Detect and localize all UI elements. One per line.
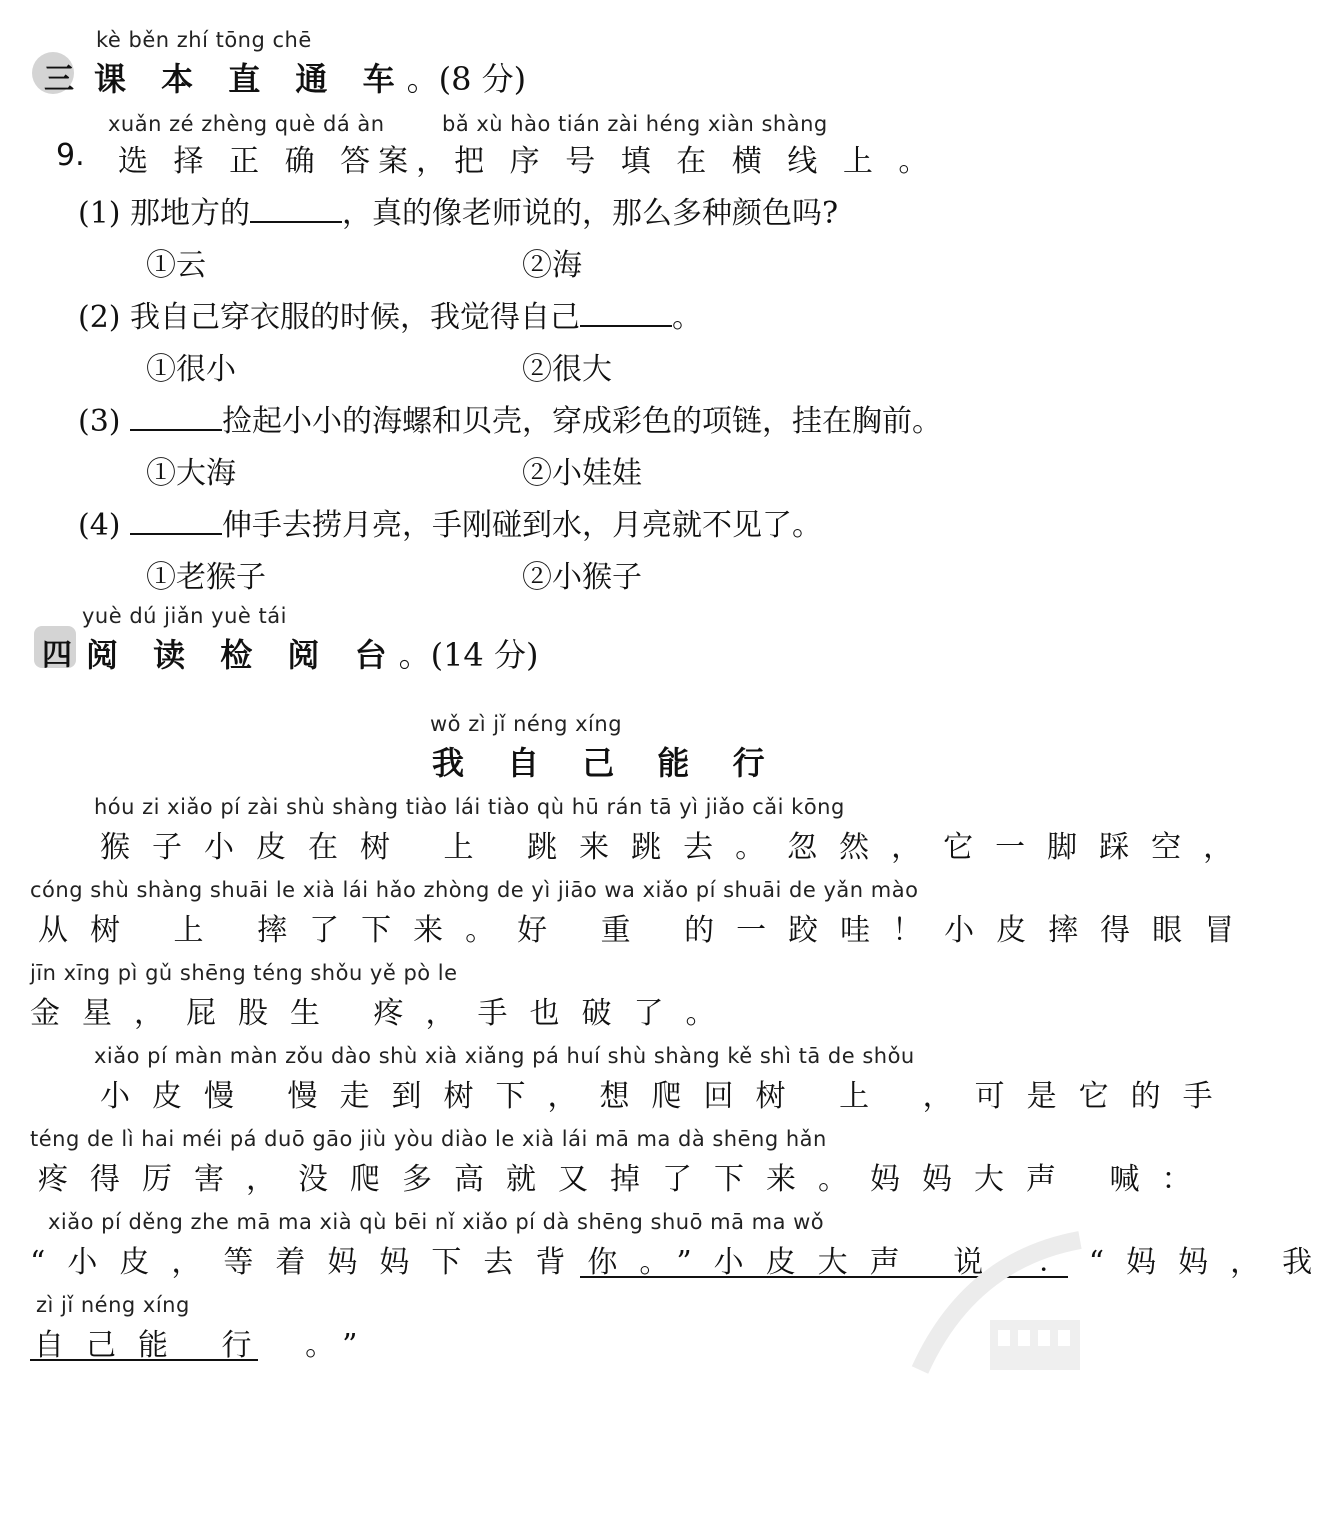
q9-item-1-blank[interactable]: [250, 193, 342, 223]
story-line-2: 从树 上 摔了下来。好 重 的一跤哇！小皮摔得眼冒: [38, 913, 1257, 948]
story-line-5-pinyin: téng de lì hai méi pá duō gāo jiù yòu diào le xià lái mā ma dà shēng hǎn: [30, 1127, 827, 1151]
q9-item-4-option-1[interactable]: ①老猴子: [146, 560, 266, 595]
q9-item-2-after: 。: [672, 300, 703, 335]
story-line-3: 金星，屁股生 疼，手也破了。: [30, 996, 738, 1031]
section4-title-text: 阅 读 检 阅 台: [86, 636, 399, 674]
q9-item-2-num: (2): [78, 300, 121, 335]
story-line-7-underline: [30, 1359, 258, 1361]
story-line-4-pinyin: xiǎo pí màn màn zǒu dào shù xià xiǎng pá huí shù shàng kě shì tā de shǒu: [94, 1044, 915, 1068]
q9-pinyin-left: xuǎn zé zhèng què dá àn: [108, 112, 385, 136]
q9-item-3: [78, 396, 942, 440]
story-line-4: 小皮慢 慢走到树下，想爬回树 上 ，可是它的手: [100, 1079, 1235, 1114]
watermark-icon: [910, 1230, 1080, 1370]
q9-instruction: 选 择 正 确 答案，把 序 号 填 在 横 线 上 。: [118, 144, 937, 179]
section3-title-text: 课 本 直 通 车: [94, 60, 407, 98]
q9-item-3-after: 捡起小小的海螺和贝壳，穿成彩色的项链，挂在胸前。: [222, 404, 943, 439]
section3-number: 三: [44, 62, 74, 97]
section4-title-pinyin: yuè dú jiǎn yuè tái: [82, 604, 287, 628]
section3-title-pinyin: kè běn zhí tōng chē: [96, 28, 312, 52]
q9-item-3-option-1[interactable]: ①大海: [146, 456, 236, 491]
section4-number: 四: [42, 638, 72, 673]
q9-item-1-option-1[interactable]: ①云: [146, 248, 206, 283]
q9-item-2-option-1[interactable]: ①很小: [146, 352, 236, 387]
section4-score: 。(14 分): [398, 636, 539, 674]
story-line-6-pinyin: xiǎo pí děng zhe mā ma xià qù bēi nǐ xiǎo pí dà shēng shuō mā ma wǒ: [48, 1210, 825, 1234]
section4-title: [86, 630, 538, 676]
story-line-1-pinyin: hóu zi xiǎo pí zài shù shàng tiào lái tiào qù hū rán tā yì jiǎo cǎi kōng: [94, 795, 845, 819]
q9-item-1-num: (1): [78, 196, 121, 231]
q9-item-3-num: (3): [78, 404, 121, 439]
q9-item-3-blank[interactable]: [130, 401, 222, 431]
story-line-6: “小皮，等着妈妈下去背你。”小皮大声 说 ：“妈妈，我: [30, 1245, 1334, 1280]
story-line-5: 疼得厉害，没爬多高就又掉了下来。妈妈大声 喊：: [38, 1162, 1214, 1197]
q9-item-2-before: 我自己穿衣服的时候，我觉得自己: [130, 300, 581, 335]
q9-item-2: [78, 292, 702, 336]
story-line-7-pinyin: zì jǐ néng xíng: [36, 1293, 190, 1317]
q9-item-1-after: ，真的像老师说的，那么多种颜色吗?: [342, 196, 839, 231]
q9-label: 9.: [56, 138, 85, 173]
q9-item-2-blank[interactable]: [580, 297, 672, 327]
q9-item-1-before: 那地方的: [130, 196, 251, 231]
q9-item-4-num: (4): [78, 508, 121, 543]
story-line-3-pinyin: jīn xīng pì gǔ shēng téng shǒu yě pò le: [30, 961, 458, 985]
q9-item-4: [78, 500, 822, 544]
story-line-7: 自己能 行 。”: [34, 1328, 380, 1363]
q9-item-4-after: 伸手去捞月亮，手刚碰到水，月亮就不见了。: [222, 508, 823, 543]
q9-item-4-option-2[interactable]: ②小猴子: [522, 560, 642, 595]
story-title-pinyin: wǒ zì jǐ néng xíng: [430, 712, 623, 736]
section3-score: 。(8 分): [406, 60, 527, 98]
q9-item-2-option-2[interactable]: ②很大: [522, 352, 612, 387]
story-title: 我 自 己 能 行: [432, 744, 781, 782]
q9-item-1: [78, 188, 838, 232]
q9-item-4-blank[interactable]: [130, 505, 222, 535]
q9-item-3-option-2[interactable]: ②小娃娃: [522, 456, 642, 491]
q9-item-1-option-2[interactable]: ②海: [522, 248, 582, 283]
q9-pinyin-right: bǎ xù hào tián zài héng xiàn shàng: [442, 112, 828, 136]
story-line-1: 猴子小皮在树 上 跳来跳去。忽然，它一脚踩空，: [100, 830, 1256, 865]
section3-title: [94, 54, 526, 100]
story-line-2-pinyin: cóng shù shàng shuāi le xià lái hǎo zhòng de yì jiāo wa xiǎo pí shuāi de yǎn mào: [30, 878, 919, 902]
